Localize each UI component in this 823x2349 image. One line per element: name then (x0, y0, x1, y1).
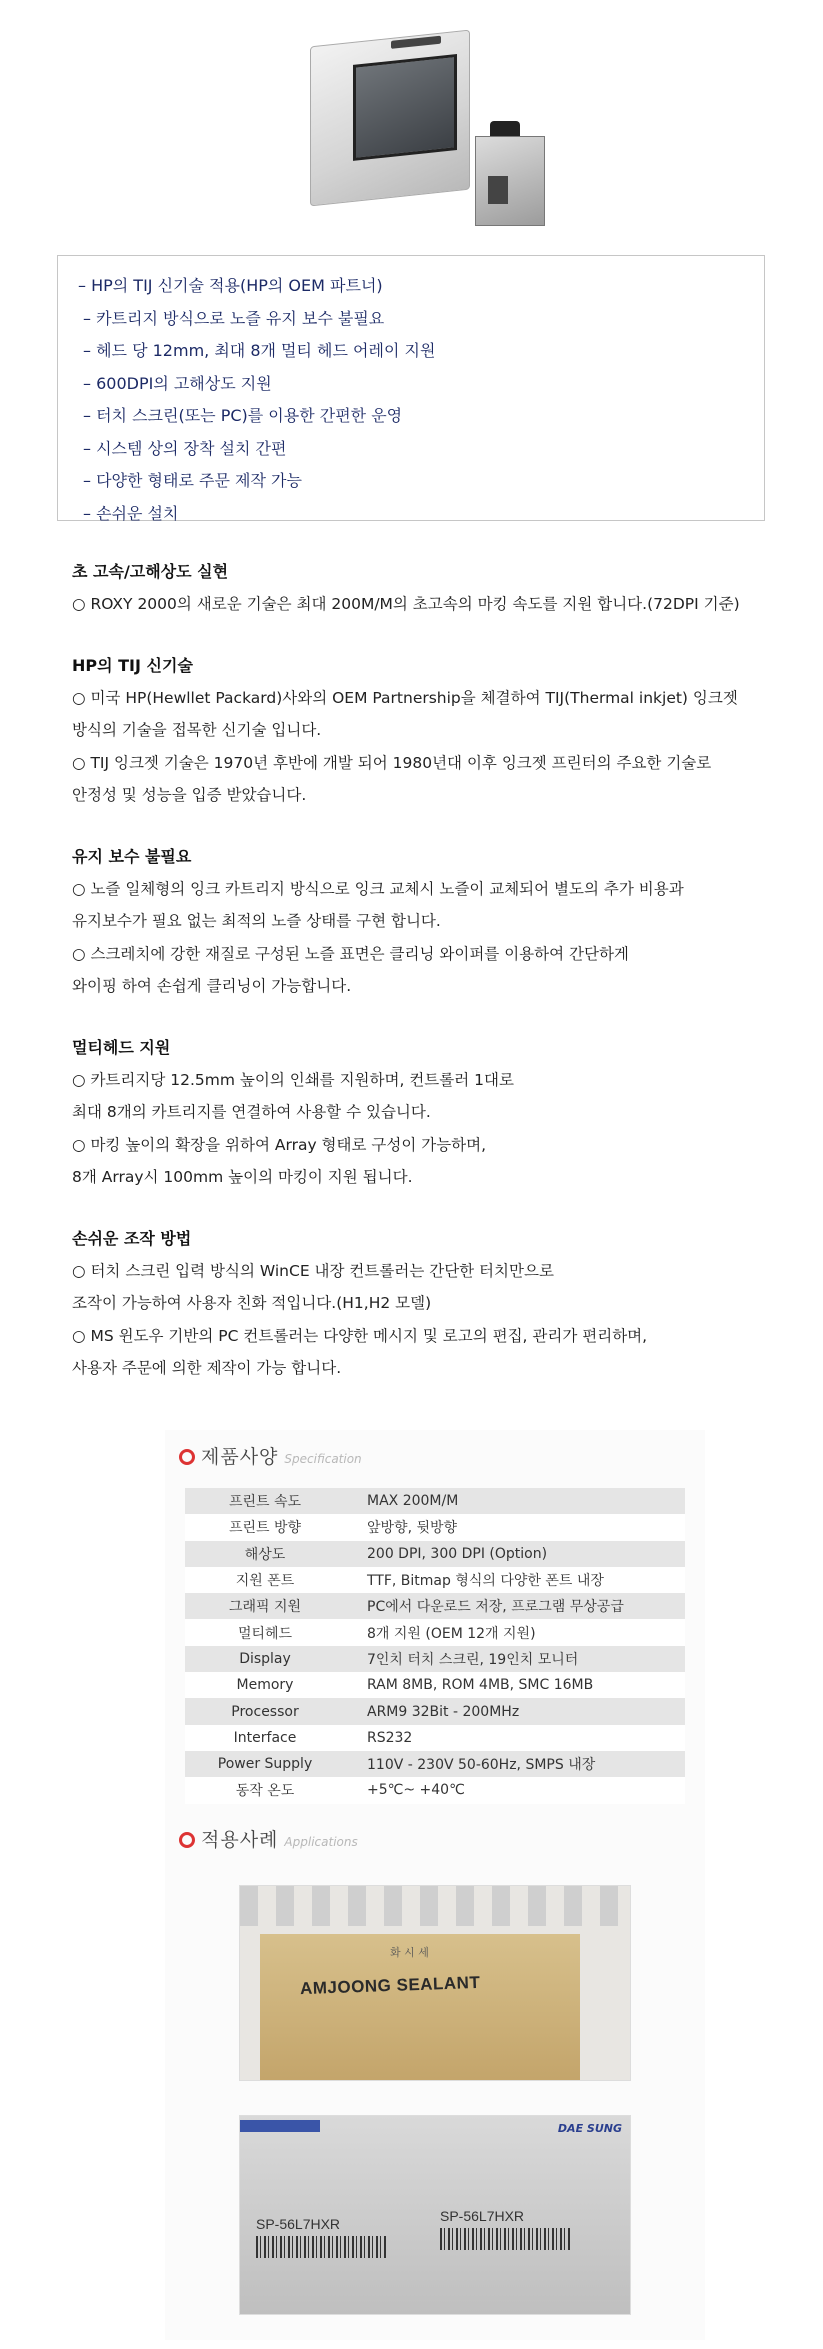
spec-key: 해상도 (185, 1541, 345, 1567)
section-line: ○ 스크레치에 강한 재질로 구성된 노즐 표면은 클리닝 와이퍼를 이용하여 간단하게 (72, 944, 629, 963)
spec-key: Processor (185, 1698, 345, 1724)
table-row (185, 1777, 685, 1803)
spec-value: RAM 8MB, ROM 4MB, SMC 16MB (345, 1672, 685, 1698)
table-row (185, 1514, 685, 1540)
blue-band (240, 2120, 320, 2132)
section-title: 유지 보수 불필요 (72, 846, 192, 866)
feature-item: – 헤드 당 12mm, 최대 8개 멀티 헤드 어레이 지원 (83, 341, 436, 360)
spec-key: 멀티헤드 (185, 1619, 345, 1645)
section-line: ○ 마킹 높이의 확장을 위하여 Array 형태로 구성이 가능하며, (72, 1135, 487, 1154)
application-photo-box (239, 1885, 631, 2081)
spec-value: PC에서 다운로드 저장, 프로그램 무상공급 (345, 1593, 685, 1619)
feature-item: – 카트리지 방식으로 노즐 유지 보수 불필요 (83, 308, 385, 328)
section-line: ○ 카트리지당 12.5mm 높이의 인쇄를 지원하며, 컨트롤러 1대로 (72, 1070, 514, 1089)
section-line: 조작이 가능하여 사용자 친화 적입니다.(H1,H2 모델) (72, 1294, 432, 1312)
spec-heading (179, 1442, 362, 1469)
spec-key: Display (185, 1646, 345, 1672)
spec-key: 프린트 방향 (185, 1514, 345, 1540)
section-line: ○ 터치 스크린 입력 방식의 WinCE 내장 컨트롤러는 간단한 터치만으로 (72, 1261, 554, 1280)
section-speed (72, 556, 772, 621)
applications-heading-en: Applications (284, 1835, 358, 1849)
spec-value: RS232 (345, 1725, 685, 1751)
print-head-unit (475, 136, 545, 226)
spec-value: 8개 지원 (OEM 12개 지원) (345, 1619, 685, 1645)
spec-heading-en: Specification (284, 1452, 362, 1466)
section-title: 손쉬운 조작 방법 (72, 1228, 192, 1248)
section-title: 멀티헤드 지원 (72, 1037, 171, 1057)
spec-value: 200 DPI, 300 DPI (Option) (345, 1541, 685, 1567)
section-line: ○ ROXY 2000의 새로운 기술은 최대 200M/M의 초고속의 마킹 속도를 지원 합니다.(72DPI 기준) (72, 595, 740, 613)
table-row (185, 1646, 685, 1672)
brand-mark: DAE SUNG (557, 2122, 622, 2135)
spec-value: MAX 200M/M (345, 1488, 685, 1514)
spec-key: 지원 폰트 (185, 1567, 345, 1593)
spec-key: 프린트 속도 (185, 1488, 345, 1514)
spec-value: ARM9 32Bit - 200MHz (345, 1698, 685, 1724)
box-top-pattern (240, 1886, 631, 1926)
model-number: SP-56L7HXR (256, 2216, 341, 2232)
circle-bullet-icon (179, 1832, 195, 1848)
spec-value: 7인치 터치 스크린, 19인치 모니터 (345, 1646, 685, 1672)
table-row (185, 1488, 685, 1514)
controller-screen (353, 54, 457, 161)
feature-item: – 손쉬운 설치 (83, 503, 179, 523)
product-label (440, 2208, 580, 2266)
spec-key: Power Supply (185, 1751, 345, 1777)
section-line: 안정성 및 성능을 입증 받았습니다. (72, 786, 307, 804)
section-line: 8개 Array시 100mm 높이의 마킹이 지원 됩니다. (72, 1168, 413, 1186)
table-row (185, 1751, 685, 1777)
section-title: 초 고속/고해상도 실현 (72, 562, 229, 581)
section-line: 와이핑 하여 손쉽게 클리닝이 가능합니다. (72, 977, 352, 995)
product-label (256, 2216, 396, 2274)
feature-item: – 600DPI의 고해상도 지원 (83, 373, 272, 393)
applications-heading-ko: 적용사례 (201, 1829, 279, 1851)
section-line: 최대 8개의 카트리지를 연결하여 사용할 수 있습니다. (72, 1103, 431, 1121)
controller-unit (310, 30, 470, 207)
print-head-window (488, 176, 508, 204)
table-row (185, 1567, 685, 1593)
spec-value: 110V - 230V 50-60Hz, SMPS 내장 (345, 1751, 685, 1777)
barcode (440, 2228, 570, 2250)
section-multihead (72, 1032, 772, 1194)
box-printed-hanja: 화 시 세 (390, 1946, 429, 1959)
section-operation (72, 1223, 772, 1385)
circle-bullet-icon (179, 1449, 195, 1465)
spec-heading-ko: 제품사양 (201, 1446, 279, 1468)
table-row (185, 1541, 685, 1567)
spec-value: TTF, Bitmap 형식의 다양한 폰트 내장 (345, 1567, 685, 1593)
feature-item: – HP의 TIJ 신기술 적용(HP의 OEM 파트너) (78, 276, 383, 295)
spec-value: +5℃~ +40℃ (345, 1777, 685, 1803)
controller-handle (391, 36, 441, 49)
section-maintenance (72, 841, 772, 1003)
spec-key: 동작 온도 (185, 1777, 345, 1803)
feature-list-box (57, 255, 765, 521)
spec-table (185, 1488, 685, 1804)
section-line: ○ 노즐 일체형의 잉크 카트리지 방식으로 잉크 교체시 노즐이 교체되어 별도의 추가 비용과 (72, 879, 684, 898)
spec-key: Memory (185, 1672, 345, 1698)
section-title: HP의 TIJ 신기술 (72, 655, 193, 675)
barcode (256, 2236, 386, 2258)
feature-item: – 시스템 상의 장착 설치 간편 (83, 438, 287, 458)
box-printed-label: AMJOONG SEALANT (299, 1972, 481, 1999)
table-row (185, 1725, 685, 1751)
product-image (300, 26, 560, 226)
table-row (185, 1698, 685, 1724)
spec-key: Interface (185, 1725, 345, 1751)
application-photo-labels (239, 2115, 631, 2315)
feature-item: – 터치 스크린(또는 PC)를 이용한 간편한 운영 (83, 406, 403, 425)
spec-key: 그래픽 지원 (185, 1593, 345, 1619)
feature-item: – 다양한 형태로 주문 제작 가능 (83, 471, 302, 490)
section-line: ○ 미국 HP(Hewllet Packard)사와의 OEM Partnership을 체결하여 TIJ(Thermal inkjet) 잉크젯 (72, 688, 738, 707)
section-line: 방식의 기술을 접목한 신기술 입니다. (72, 721, 322, 739)
section-line: ○ TIJ 잉크젯 기술은 1970년 후반에 개발 되어 1980년대 이후 잉크젯 프린터의 주요한 기술로 (72, 753, 712, 772)
section-hp-tij (72, 650, 772, 812)
model-number: SP-56L7HXR (440, 2208, 525, 2224)
table-row (185, 1672, 685, 1698)
section-line: ○ MS 윈도우 기반의 PC 컨트롤러는 다양한 메시지 및 로고의 편집, 관리가 편리하며, (72, 1326, 648, 1345)
table-row (185, 1593, 685, 1619)
description-sections (72, 556, 772, 1414)
spec-value: 앞방향, 뒷방향 (345, 1514, 685, 1540)
section-line: 사용자 주문에 의한 제작이 가능 합니다. (72, 1359, 342, 1377)
section-line: 유지보수가 필요 없는 최적의 노즐 상태를 구현 합니다. (72, 912, 441, 930)
table-row (185, 1619, 685, 1645)
applications-heading (179, 1825, 358, 1852)
spec-panel (165, 1430, 705, 2340)
